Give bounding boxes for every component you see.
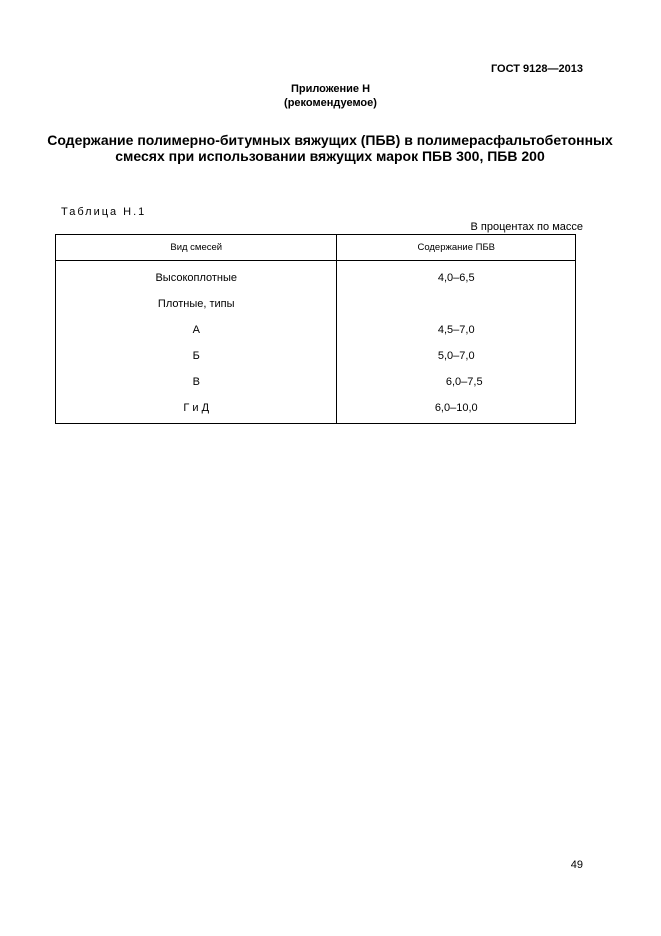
column-header-mix-type: Вид смесей [56,235,337,261]
pbv-content-cell: 4,5–7,0 [337,317,576,343]
column-header-pbv-content: Содержание ПБВ [337,235,576,261]
mix-type-cell: Б [56,343,337,369]
pbv-content-cell: 6,0–10,0 [337,395,576,424]
mix-type-cell: Высокоплотные [56,261,337,292]
appendix-type: (рекомендуемое) [284,97,377,109]
pbv-content-cell: 5,0–7,0 [337,343,576,369]
table-header-row [56,235,576,261]
appendix-title: Приложение Н [290,83,371,95]
table-row [56,317,576,343]
mix-type-cell: В [56,369,337,395]
table-label: Таблица Н.1 [61,206,147,218]
table-row [56,343,576,369]
page-number: 49 [570,859,583,871]
document-code: ГОСТ 9128—2013 [490,63,583,75]
main-title: Содержание полимерно-битумных вяжущих (ПБВ) в полимерасфальтобетонных смесях при использовании вяжущих марок ПБВ 300, ПБВ 200 [47,132,613,164]
table-row [56,369,576,395]
table-row [56,395,576,424]
table-row [56,261,576,292]
mix-type-cell: А [56,317,337,343]
pbv-content-cell: 6,0–7,5 [337,369,576,395]
mix-type-cell: Г и Д [56,395,337,424]
data-table [55,234,576,424]
table-row [56,291,576,317]
pbv-content-cell: 4,0–6,5 [337,261,576,292]
mix-type-cell: Плотные, типы [56,291,337,317]
units-note: В процентах по массе [470,221,583,233]
pbv-content-cell [337,291,576,317]
